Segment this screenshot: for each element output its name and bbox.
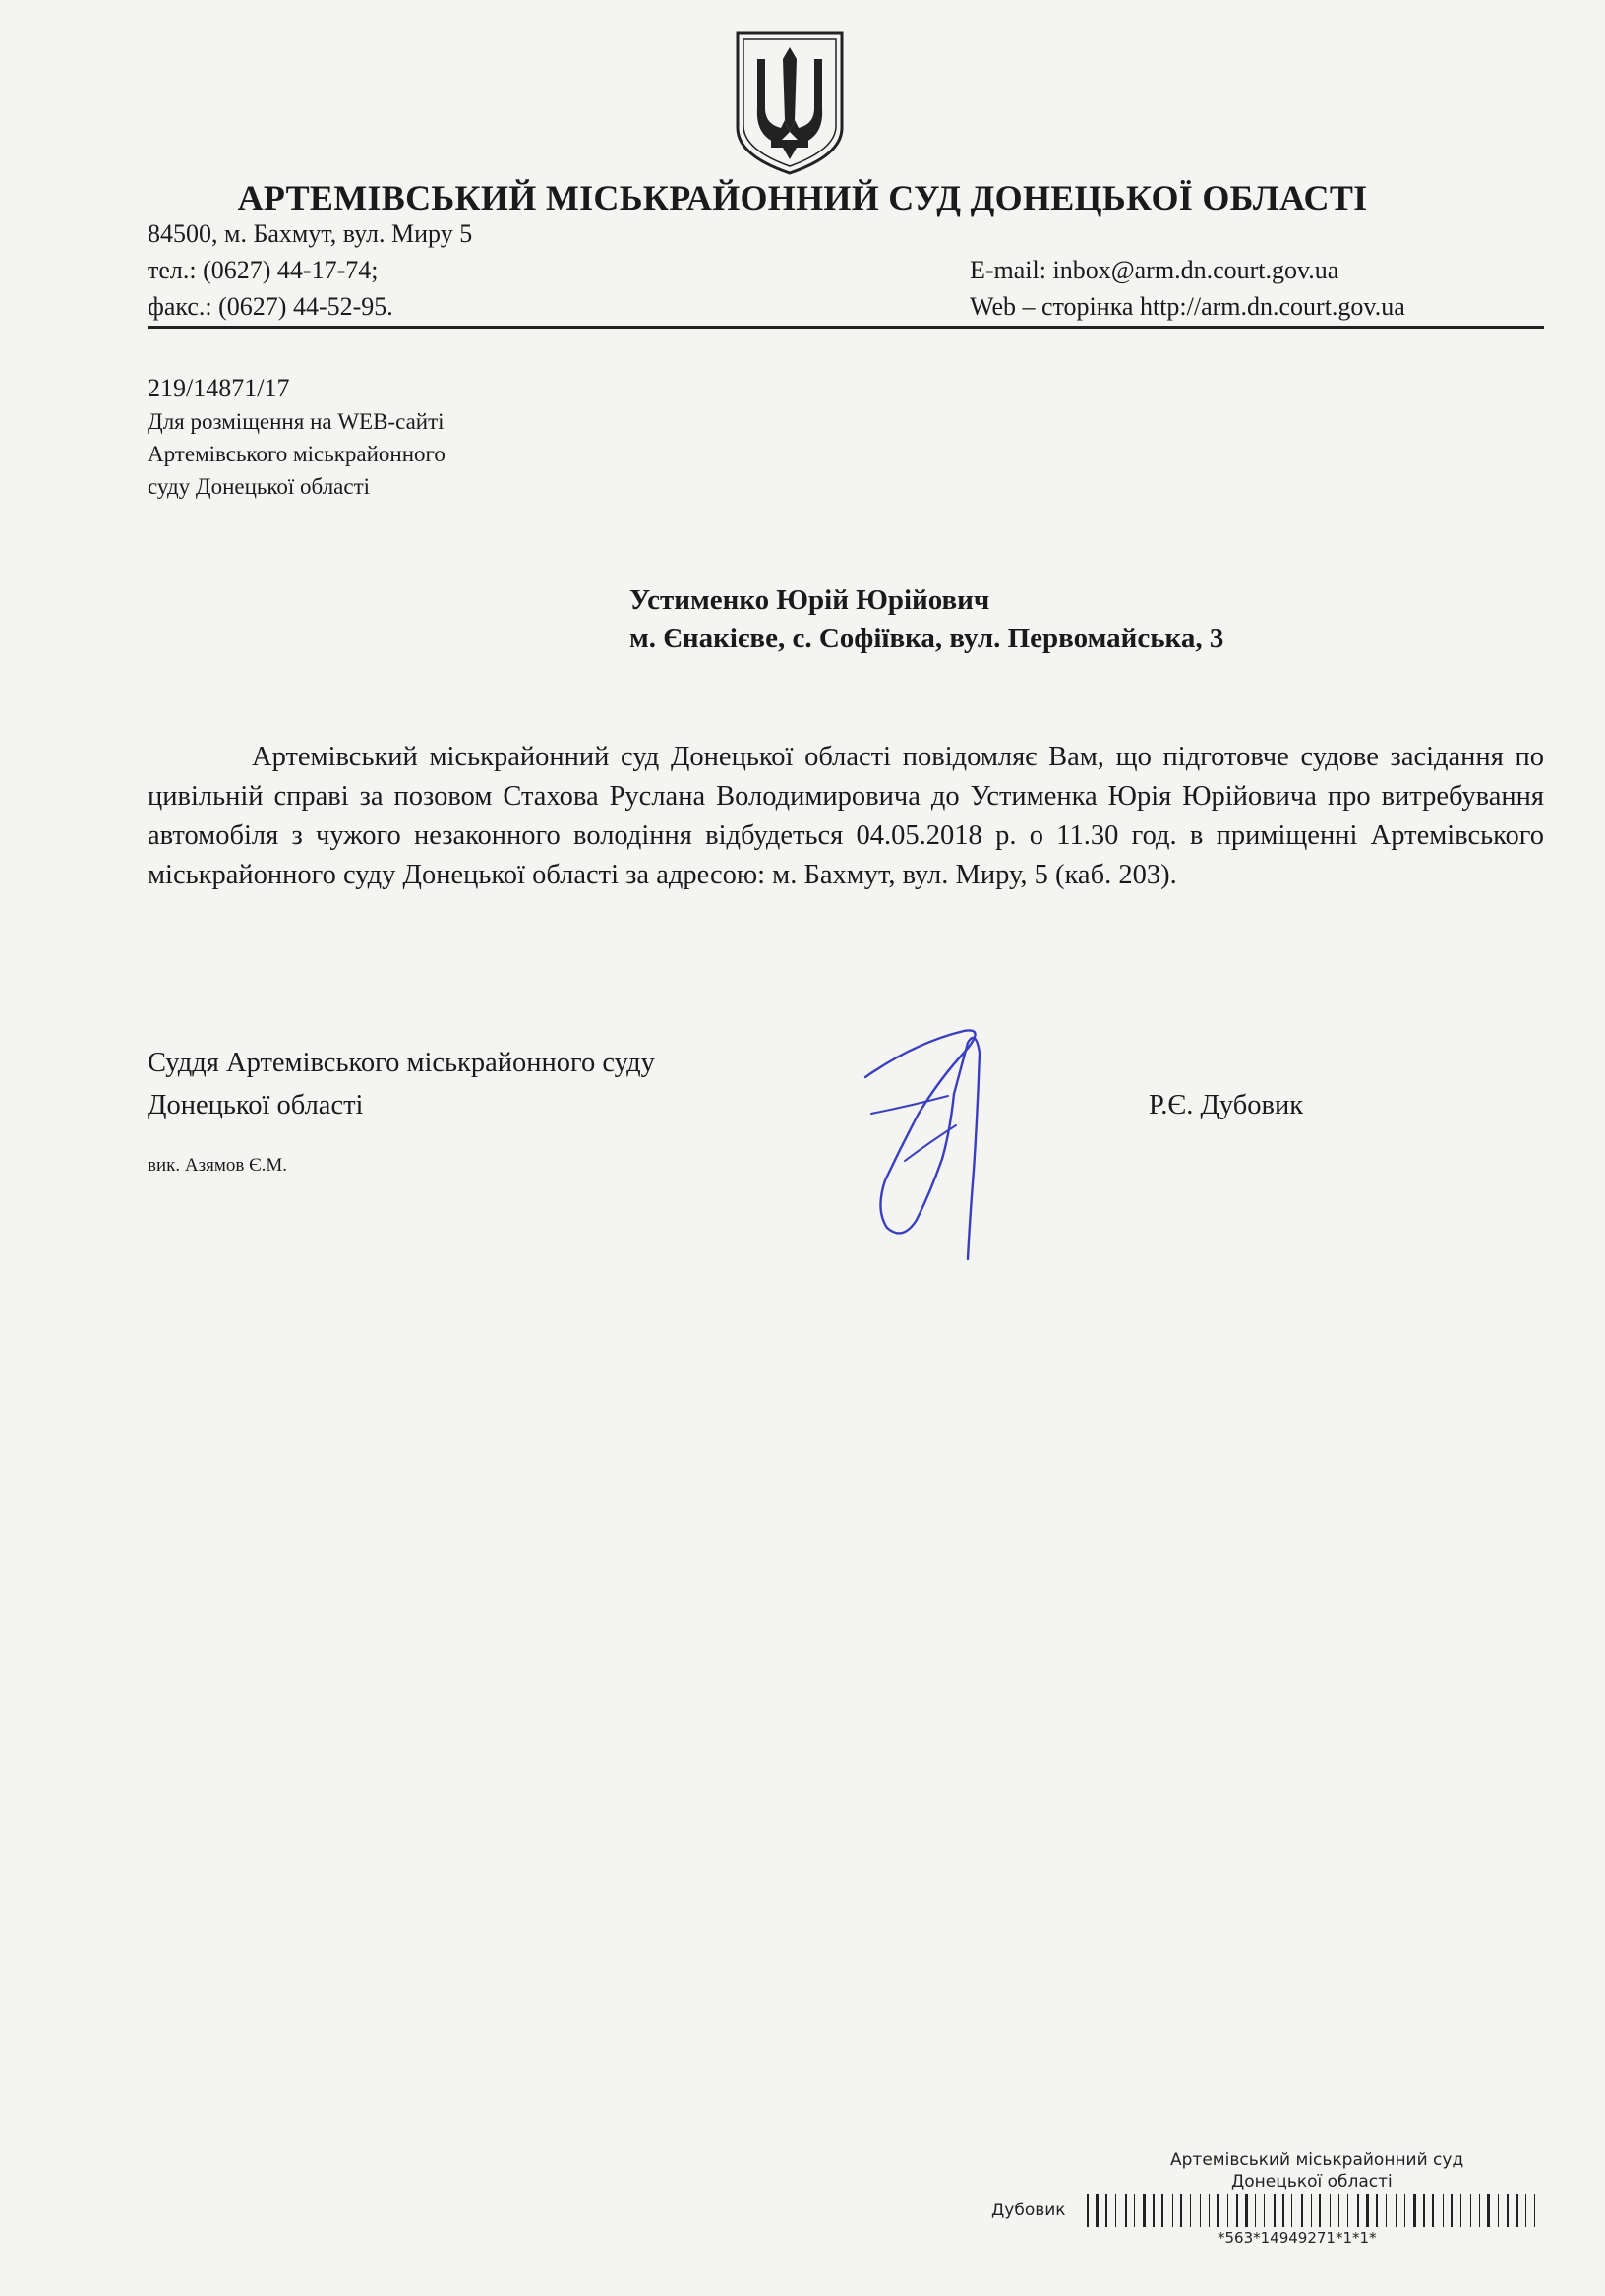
barcode-bar xyxy=(1404,2194,1405,2227)
barcode-bar xyxy=(1282,2194,1284,2227)
note-line: Артемівського міськрайонного xyxy=(148,442,446,466)
barcode-bar xyxy=(1301,2194,1303,2227)
executor: вик. Азямов Є.М. xyxy=(148,1155,288,1176)
barcode-bar xyxy=(1396,2194,1397,2227)
notice-paragraph: Артемівський міськрайонний суд Донецької області повідомляє Вам, що підготовче судове засідання по цивільній справі за позовом Стахова Руслана Володимировича до Устименка Юрія Юрійовича про витребування автомобіля з чужого незаконного володіння відбудеться 04.05.2018 р. о 11.30 год. в приміщенні Артемівського міськрайонного суду Донецької області за адресою: м. Бахмут, вул. Миру, 5 (каб. 203). xyxy=(148,742,1544,890)
case-number: 219/14871/17 xyxy=(148,374,290,402)
court-phone: тел.: (0627) 44-17-74; xyxy=(148,256,379,284)
recipient-address: м. Єнакієве, с. Софіївка, вул. Первомайська, 3 xyxy=(629,623,1224,654)
barcode-bar xyxy=(1096,2194,1099,2227)
court-email: E-mail: inbox@arm.dn.court.gov.ua xyxy=(970,256,1339,284)
barcode xyxy=(1087,2194,1549,2233)
header-divider xyxy=(148,326,1544,329)
barcode-bar xyxy=(1291,2194,1292,2227)
stamp-region: Донецької області xyxy=(1231,2172,1393,2192)
barcode-bar xyxy=(1451,2194,1453,2227)
barcode-bar xyxy=(1443,2194,1444,2227)
judge-position-region: Донецької області xyxy=(148,1090,364,1120)
barcode-bar xyxy=(1161,2194,1163,2227)
barcode-bar xyxy=(1460,2194,1461,2227)
barcode-bar xyxy=(1087,2194,1089,2227)
barcode-bar xyxy=(1172,2194,1173,2227)
barcode-bar xyxy=(1319,2194,1321,2227)
coat-of-arms-icon xyxy=(732,30,848,177)
barcode-bar xyxy=(1330,2194,1331,2227)
barcode-bar xyxy=(1264,2194,1265,2227)
barcode-bar xyxy=(1245,2194,1248,2227)
stamp-court-name: Артемівський міськрайонний суд xyxy=(1170,2150,1464,2170)
barcode-bar xyxy=(1376,2194,1378,2227)
barcode-bar xyxy=(1525,2194,1526,2227)
barcode-bar xyxy=(1386,2194,1387,2227)
barcode-bar xyxy=(1115,2194,1116,2227)
judge-name: Р.Є. Дубовик xyxy=(1149,1090,1304,1120)
barcode-bar xyxy=(1134,2194,1135,2227)
barcode-bar xyxy=(1507,2194,1509,2227)
barcode-bar xyxy=(1366,2194,1369,2227)
judge-position: Суддя Артемівського міськрайонного суду xyxy=(148,1048,655,1078)
barcode-bar xyxy=(1255,2194,1256,2227)
barcode-bar xyxy=(1357,2194,1359,2227)
barcode-bar xyxy=(1236,2194,1238,2227)
barcode-bar xyxy=(1217,2194,1219,2227)
barcode-bar xyxy=(1227,2194,1228,2227)
barcode-bar xyxy=(1534,2194,1535,2227)
barcode-bar xyxy=(1423,2194,1425,2227)
barcode-bar xyxy=(1347,2194,1348,2227)
note-line: Для розміщення на WEB-сайті xyxy=(148,409,445,434)
barcode-bar xyxy=(1470,2194,1471,2227)
recipient-name: Устименко Юрій Юрійович xyxy=(629,584,990,616)
barcode-bar xyxy=(1190,2194,1191,2227)
barcode-bar xyxy=(1143,2194,1146,2227)
barcode-bar xyxy=(1338,2194,1339,2227)
barcode-bar xyxy=(1311,2194,1312,2227)
barcode-bar xyxy=(1516,2194,1518,2227)
barcode-bar xyxy=(1209,2194,1210,2227)
barcode-bar xyxy=(1432,2194,1434,2227)
barcode-bar xyxy=(1479,2194,1480,2227)
barcode-bar xyxy=(1413,2194,1416,2227)
barcode-bar xyxy=(1498,2194,1499,2227)
barcode-bar xyxy=(1180,2194,1182,2227)
barcode-bar xyxy=(1105,2194,1107,2227)
barcode-bar xyxy=(1274,2194,1276,2227)
barcode-number: *563*14949271*1*1* xyxy=(1218,2229,1377,2247)
court-fax: факс.: (0627) 44-52-95. xyxy=(148,292,393,321)
court-address: 84500, м. Бахмут, вул. Миру 5 xyxy=(148,219,473,248)
court-website: Web – сторінка http://arm.dn.court.gov.ua xyxy=(970,292,1405,321)
barcode-bar xyxy=(1200,2194,1201,2227)
note-line: суду Донецької області xyxy=(148,474,371,499)
barcode-bar xyxy=(1487,2194,1490,2227)
court-name: АРТЕМІВСЬКИЙ МІСЬКРАЙОННИЙ СУД ДОНЕЦЬКОЇ ОБЛАСТІ xyxy=(237,178,1368,217)
stamp-surname: Дубовик xyxy=(991,2201,1066,2220)
handwritten-signature xyxy=(846,1023,1042,1279)
barcode-bar xyxy=(1125,2194,1127,2227)
barcode-bar xyxy=(1153,2194,1155,2227)
